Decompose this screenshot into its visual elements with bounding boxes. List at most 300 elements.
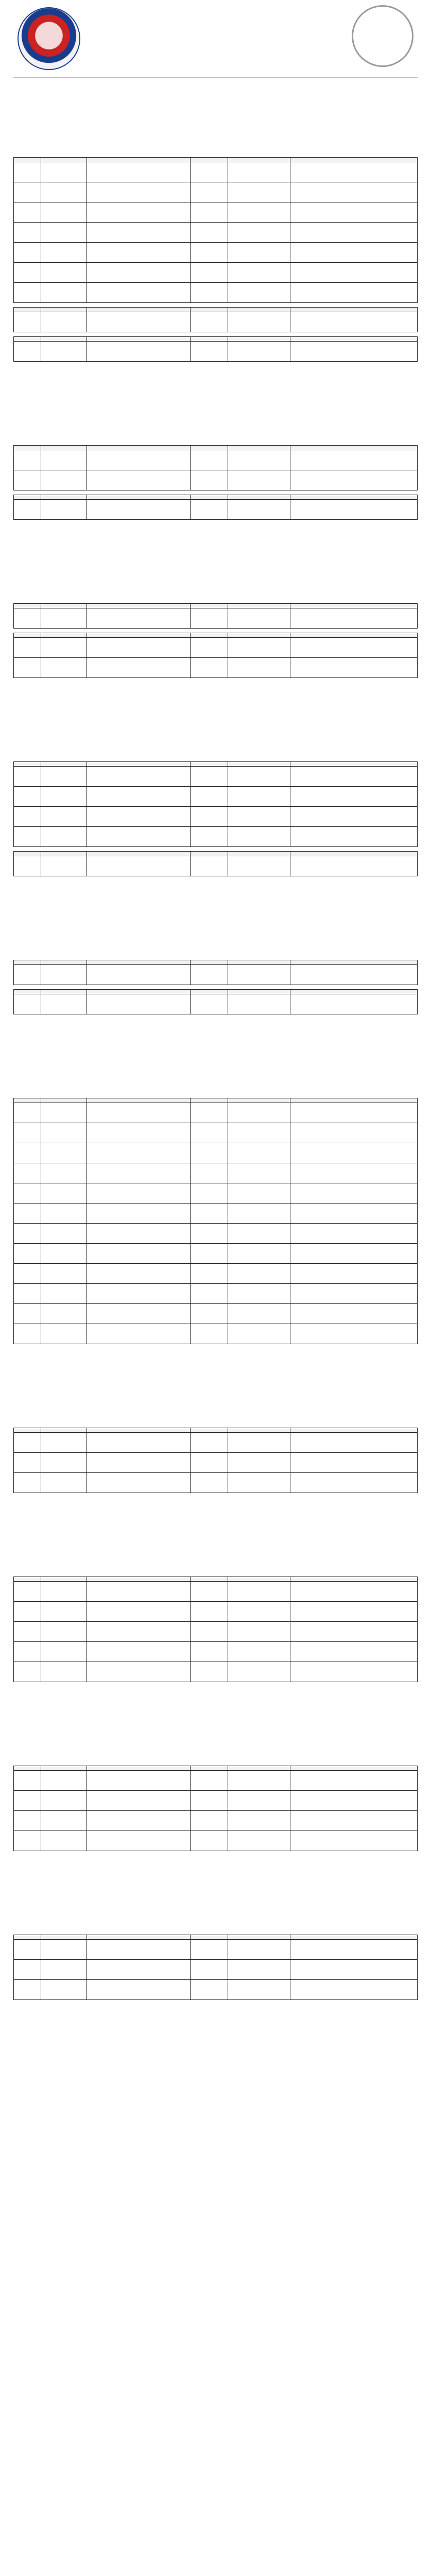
table-cell [41,1960,87,1980]
table-cell [228,1473,290,1493]
table-cell [14,1204,41,1224]
column-header [290,337,418,342]
column-header [228,604,290,608]
table-cell [290,1143,418,1163]
notice-section [13,78,418,362]
table-cell [87,638,191,658]
column-header [191,604,228,608]
column-header [191,158,228,162]
table-cell [14,1642,41,1662]
table-cell [228,1791,290,1811]
table-cell [14,1831,41,1851]
table-cell [41,182,87,202]
table-cell [191,1980,228,2000]
table-cell [191,1473,228,1493]
table-cell [14,1304,41,1324]
notice-paragraph [13,1512,418,1546]
column-header [14,337,41,342]
table-row [14,807,418,827]
table-cell [228,965,290,985]
table-row [14,243,418,263]
column-header [228,1098,290,1103]
table-cell [14,1622,41,1642]
table-cell [14,1244,41,1264]
table-cell [290,856,418,876]
table-cell [191,994,228,1014]
table-cell [14,1123,41,1143]
table-cell [191,342,228,362]
table-cell [87,1143,191,1163]
table-cell [14,1224,41,1244]
table-cell [87,1244,191,1264]
notice-paragraph [13,933,418,956]
table-cell [290,1622,418,1642]
table-cell [87,1791,191,1811]
table-cell [14,1980,41,2000]
column-header [14,1098,41,1103]
table-cell [87,856,191,876]
table-cell [228,994,290,1014]
candidate-table [13,1098,418,1344]
table-cell [228,162,290,182]
table-cell [41,994,87,1014]
table-cell [191,1204,228,1224]
table-cell [14,1582,41,1602]
table-cell [228,470,290,490]
table-cell [14,807,41,827]
table-cell [41,1433,87,1453]
table-cell [87,827,191,847]
table-cell [191,965,228,985]
table-header-row [14,604,418,608]
column-header [14,308,41,312]
table-cell [41,1642,87,1662]
candidate-table [13,1577,418,1682]
column-header [41,852,87,856]
candidate-table [13,960,418,985]
table-cell [14,1264,41,1284]
notice-paragraph [13,1739,418,1761]
table-cell [228,787,290,807]
table-cell [290,1123,418,1143]
table-cell [228,312,290,332]
table-cell [41,283,87,303]
notice-paragraph [13,418,418,441]
table-cell [87,1473,191,1493]
table-cell [41,1143,87,1163]
column-header [191,1428,228,1433]
table-row [14,767,418,787]
table-cell [191,1284,228,1304]
table-cell [14,1473,41,1493]
table-row [14,638,418,658]
table-cell [290,312,418,332]
table-cell [14,223,41,243]
table-cell [41,1940,87,1960]
table-cell [87,965,191,985]
column-header [228,633,290,638]
table-header-row [14,852,418,856]
table-cell [191,223,228,243]
notice-paragraph [13,697,418,731]
table-cell [41,807,87,827]
table-cell [290,243,418,263]
table-cell [290,1960,418,1980]
table-row [14,1453,418,1473]
column-header [228,495,290,500]
table-row [14,1831,418,1851]
table-cell [228,1244,290,1264]
column-header [14,633,41,638]
table-cell [228,1811,290,1831]
table-cell [41,787,87,807]
notice-paragraph [13,1870,418,1904]
table-row [14,1123,418,1143]
table-cell [191,658,228,678]
column-header [87,960,191,965]
table-cell [41,1284,87,1304]
column-header [87,1935,191,1940]
table-cell [14,994,41,1014]
table-header-row [14,960,418,965]
candidate-table [13,761,418,847]
table-cell [41,1622,87,1642]
notice-paragraph [13,895,418,929]
table-cell [87,223,191,243]
column-header [290,1098,418,1103]
table-cell [14,1453,41,1473]
table-row [14,182,418,202]
table-cell [290,1183,418,1204]
table-cell [290,450,418,470]
table-cell [290,1980,418,2000]
candidate-table [13,157,418,303]
table-cell [14,827,41,847]
table-row [14,342,418,362]
table-cell [191,202,228,223]
column-header [87,308,191,312]
table-header-row [14,762,418,767]
column-header [14,852,41,856]
table-cell [290,1433,418,1453]
table-row [14,658,418,678]
column-header [191,495,228,500]
table-cell [41,1123,87,1143]
column-header [290,1766,418,1771]
table-cell [87,1304,191,1324]
table-cell [228,1103,290,1123]
column-header [290,960,418,965]
table-cell [228,1831,290,1851]
table-row [14,1582,418,1602]
table-cell [228,500,290,520]
table-row [14,1103,418,1123]
column-header [87,990,191,994]
table-cell [14,312,41,332]
column-header [228,1766,290,1771]
table-cell [228,1602,290,1622]
table-cell [87,1183,191,1204]
table-cell [87,1324,191,1344]
column-header [41,1766,87,1771]
table-header-row [14,633,418,638]
table-cell [191,1811,228,1831]
table-cell [228,1622,290,1642]
table-cell [87,1123,191,1143]
column-header [191,990,228,994]
table-cell [41,1244,87,1264]
candidate-table [13,495,418,520]
table-cell [228,450,290,470]
table-cell [191,470,228,490]
table-cell [87,1453,191,1473]
table-cell [87,500,191,520]
table-cell [228,1940,290,1960]
table-cell [290,608,418,629]
table-cell [191,243,228,263]
table-cell [41,608,87,629]
table-cell [191,162,228,182]
notice-paragraph [13,130,418,153]
table-cell [290,1304,418,1324]
table-row [14,1224,418,1244]
column-header [290,1577,418,1582]
column-header [14,495,41,500]
table-cell [87,1622,191,1642]
column-header [87,633,191,638]
table-row [14,1811,418,1831]
table-cell [87,1264,191,1284]
table-row [14,470,418,490]
table-cell [41,1811,87,1831]
table-cell [41,1473,87,1493]
table-cell [87,807,191,827]
candidate-table [13,336,418,362]
candidate-table [13,307,418,332]
table-cell [191,1244,228,1264]
candidate-table [13,1428,418,1493]
column-header [14,990,41,994]
column-header [87,1428,191,1433]
table-row [14,1284,418,1304]
table-cell [290,1264,418,1284]
column-header [191,1577,228,1582]
table-cell [191,1433,228,1453]
table-cell [191,1771,228,1791]
table-cell [87,767,191,787]
table-cell [228,608,290,629]
table-cell [191,1642,228,1662]
table-cell [191,1940,228,1960]
table-cell [41,965,87,985]
table-cell [228,1143,290,1163]
table-cell [14,856,41,876]
table-cell [41,1103,87,1123]
table-cell [87,1831,191,1851]
table-row [14,787,418,807]
column-header [87,1766,191,1771]
column-header [41,495,87,500]
table-cell [87,1642,191,1662]
table-cell [191,787,228,807]
column-header [191,633,228,638]
column-header [228,762,290,767]
notice-paragraph [13,92,418,126]
notice-section [13,524,418,678]
column-header [87,1098,191,1103]
column-header [290,604,418,608]
table-cell [14,1183,41,1204]
table-cell [41,162,87,182]
table-cell [41,263,87,283]
table-cell [14,1960,41,1980]
table-cell [14,767,41,787]
column-header [228,446,290,450]
table-row [14,1642,418,1662]
table-cell [228,1771,290,1791]
table-cell [290,182,418,202]
table-cell [87,470,191,490]
table-header-row [14,1428,418,1433]
table-cell [14,470,41,490]
table-cell [14,182,41,202]
table-cell [41,312,87,332]
notice-paragraph [13,577,418,599]
table-cell [41,1980,87,2000]
table-cell [228,767,290,787]
column-header [228,337,290,342]
table-cell [228,1123,290,1143]
column-header [228,990,290,994]
table-cell [87,1103,191,1123]
table-cell [191,1602,228,1622]
table-cell [41,1183,87,1204]
table-cell [41,1264,87,1284]
table-cell [87,263,191,283]
table-cell [14,1143,41,1163]
column-header [191,308,228,312]
table-cell [14,965,41,985]
column-header [191,337,228,342]
table-cell [87,1224,191,1244]
table-cell [290,827,418,847]
table-cell [191,1324,228,1344]
table-cell [191,1582,228,1602]
table-cell [41,856,87,876]
column-header [87,762,191,767]
table-cell [290,1642,418,1662]
table-cell [290,1244,418,1264]
column-header [14,1766,41,1771]
table-cell [228,807,290,827]
table-cell [87,283,191,303]
table-cell [191,450,228,470]
table-cell [41,767,87,787]
table-cell [228,182,290,202]
column-header [41,762,87,767]
table-row [14,994,418,1014]
table-cell [41,1304,87,1324]
table-cell [290,223,418,243]
table-cell [228,1960,290,1980]
table-row [14,1143,418,1163]
table-cell [228,1304,290,1324]
table-cell [228,638,290,658]
table-cell [41,1324,87,1344]
anniversary-logo-icon [352,5,413,67]
table-cell [228,1264,290,1284]
table-cell [14,263,41,283]
table-cell [14,1324,41,1344]
table-cell [14,283,41,303]
table-cell [87,1811,191,1831]
table-cell [14,1103,41,1123]
column-header [228,852,290,856]
table-cell [228,243,290,263]
table-cell [191,1163,228,1183]
table-cell [228,263,290,283]
table-cell [41,1453,87,1473]
table-cell [191,856,228,876]
candidate-table [13,603,418,629]
table-row [14,1771,418,1791]
table-cell [14,1811,41,1831]
table-cell [290,1811,418,1831]
table-row [14,1264,418,1284]
table-cell [41,1831,87,1851]
table-cell [14,500,41,520]
table-cell [14,1940,41,1960]
column-header [87,495,191,500]
table-header-row [14,495,418,500]
table-cell [290,263,418,283]
table-cell [41,223,87,243]
table-header-row [14,990,418,994]
table-cell [41,1771,87,1791]
table-header-row [14,158,418,162]
column-header [41,1577,87,1582]
table-cell [228,827,290,847]
table-cell [14,243,41,263]
notice-paragraph [13,380,418,414]
table-cell [228,1582,290,1602]
table-cell [228,658,290,678]
table-cell [290,1940,418,1960]
table-cell [14,342,41,362]
column-header [41,633,87,638]
table-cell [228,1284,290,1304]
column-header [191,1766,228,1771]
table-cell [191,182,228,202]
table-cell [290,1224,418,1244]
table-cell [87,1284,191,1304]
column-header [14,960,41,965]
column-header [228,308,290,312]
column-header [41,158,87,162]
table-cell [41,470,87,490]
table-cell [14,1602,41,1622]
table-cell [87,1163,191,1183]
table-row [14,965,418,985]
table-cell [191,638,228,658]
table-row [14,856,418,876]
table-cell [14,162,41,182]
table-cell [87,608,191,629]
column-header [87,604,191,608]
column-header [290,762,418,767]
table-row [14,450,418,470]
column-header [41,1098,87,1103]
